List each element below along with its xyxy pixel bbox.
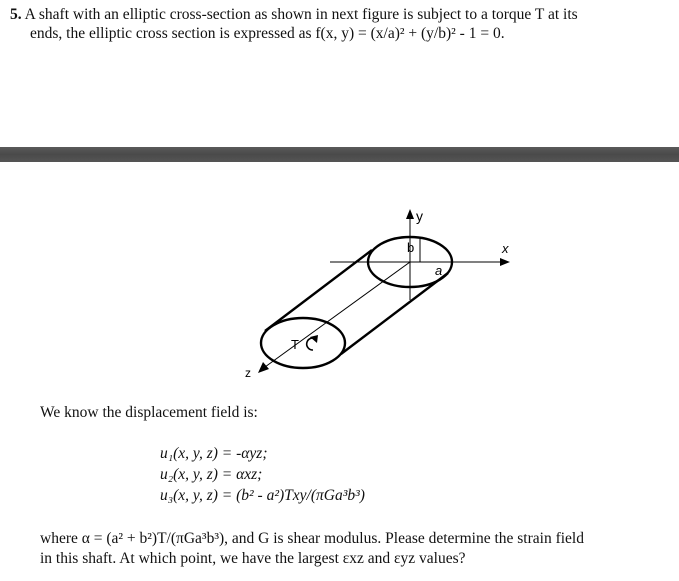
displacement-equations — [160, 443, 365, 506]
problem-number: 5. — [10, 6, 22, 23]
y-label: y — [416, 208, 423, 224]
section-divider — [0, 147, 679, 162]
problem-statement — [10, 5, 650, 43]
problem-text-1: A shaft with an elliptic cross-section as shown in next figure is subject to a torque T at its — [24, 6, 578, 23]
b-label: b — [407, 240, 415, 255]
t-label: T — [291, 337, 299, 352]
equation-u3: u₃(x, y, z) = (b² - a²)Txy/(πGa³b³) — [160, 487, 365, 504]
problem-line-1 — [10, 5, 650, 24]
shaft-figure — [220, 205, 540, 395]
z-axis-arrow — [258, 362, 269, 373]
a-label: a — [435, 263, 443, 278]
shaft-diagram — [220, 205, 540, 395]
problem-line-2: ends, the elliptic cross section is expressed as f(x, y) = (x/a)² + (y/b)² - 1 = 0. — [30, 25, 505, 42]
x-axis-arrow — [500, 258, 510, 266]
conclusion-line-1: where α = (a² + b²)T/(πGa³b³), and G is shear modulus. Please determine the strain field — [40, 530, 584, 547]
z-label: z — [245, 366, 251, 380]
equation-u2: u₂(x, y, z) = αxz; — [160, 466, 263, 483]
conclusion-line-2: in this shaft. At which point, we have the largest εxz and εyz values? — [40, 550, 466, 567]
x-label: x — [502, 241, 509, 256]
equation-u1: u₁(x, y, z) = -αyz; — [160, 445, 268, 462]
conclusion-text — [40, 529, 660, 569]
intro-text: We know the displacement field is: — [40, 404, 258, 421]
y-axis-arrow — [406, 209, 414, 219]
